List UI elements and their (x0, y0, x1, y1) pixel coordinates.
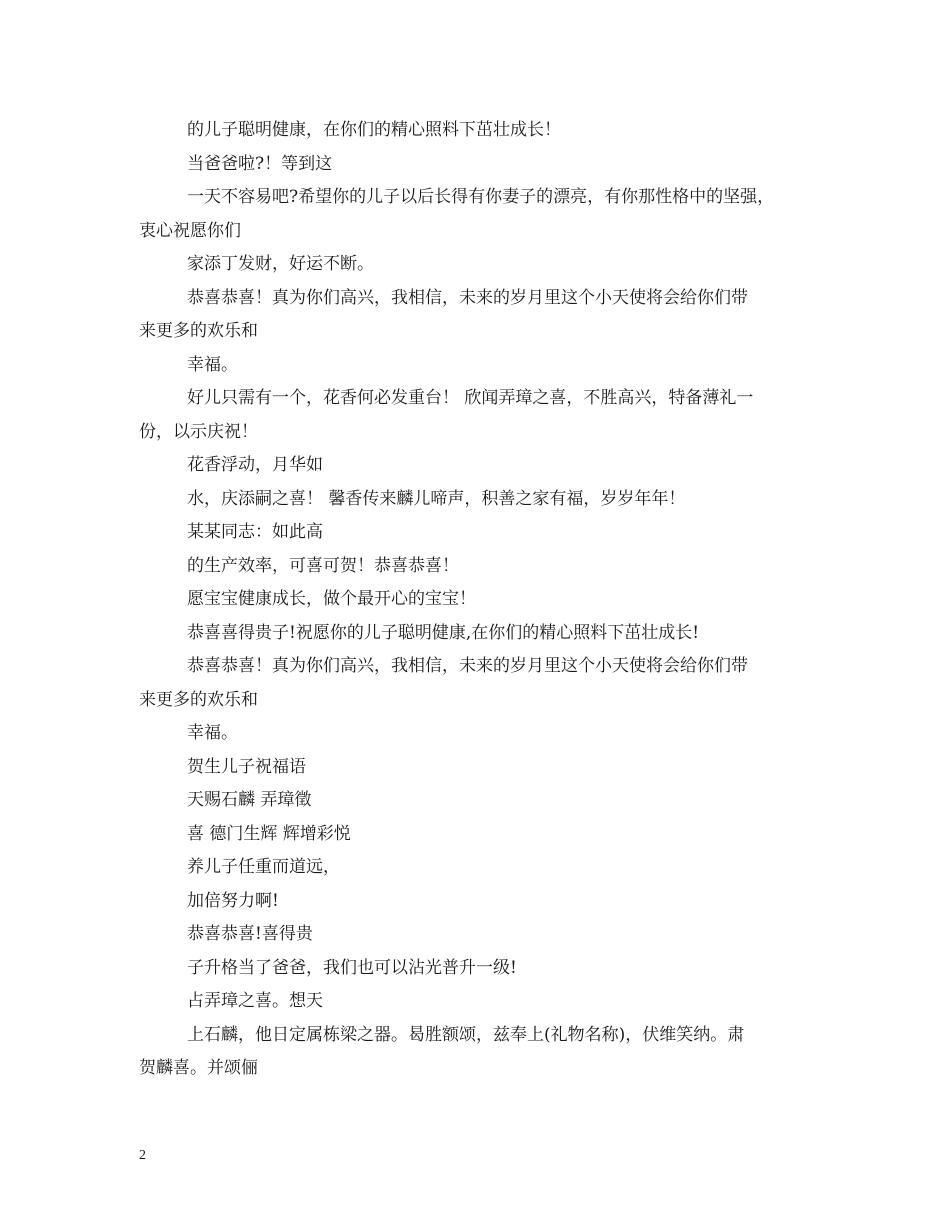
text-line-5: 家添丁发财，好运不断。 (187, 254, 374, 274)
text-line-26: 子升格当了爸爸，我们也可以沾光普升一级! (187, 957, 517, 978)
text-line-23: 养儿子任重而道远， (187, 857, 340, 877)
text-line-14: 的生产效率，可喜可贺！恭喜恭喜！ (187, 555, 459, 576)
text-line-19: 幸福。 (187, 723, 238, 743)
text-line-1: 的儿子聪明健康，在你们的精心照料下茁壮成长！ (187, 120, 561, 140)
text-line-11: 花香浮动，月华如 (187, 455, 323, 475)
text-line-18: 来更多的欢乐和 (139, 689, 258, 710)
text-line-12: 水，庆添嗣之喜！ 馨香传来麟儿啼声，积善之家有福，岁岁年年！ (187, 488, 686, 509)
text-line-2: 当爸爸啦?！等到这 (187, 153, 333, 174)
text-line-13: 某某同志：如此高 (187, 522, 323, 542)
text-line-10: 份，以示庆祝！ (139, 421, 258, 442)
text-line-4: 衷心祝愿你们 (139, 220, 241, 241)
text-line-25: 恭喜恭喜!喜得贵 (187, 924, 313, 944)
text-line-29: 贺麟喜。并颂俪 (139, 1058, 258, 1078)
text-line-21: 天赐石麟 弄璋徵 (187, 790, 312, 810)
text-line-6: 恭喜恭喜！真为你们高兴，我相信，未来的岁月里这个小天使将会给你们带 (187, 287, 748, 308)
text-line-16: 恭喜喜得贵子!祝愿你的儿子聪明健康,在你们的精心照料下茁壮成长! (187, 622, 700, 643)
text-line-7: 来更多的欢乐和 (139, 321, 258, 341)
text-line-22: 喜 德门生辉 辉增彩悦 (187, 823, 351, 844)
text-line-15: 愿宝宝健康成长，做个最开心的宝宝！ (187, 589, 476, 609)
text-line-9: 好儿只需有一个，花香何必发重台！ 欣闻弄璋之喜，不胜高兴，特备薄礼一 (187, 388, 754, 408)
text-line-24: 加倍努力啊! (187, 890, 279, 911)
text-line-8: 幸福。 (187, 354, 238, 375)
text-line-27: 占弄璋之喜。想天 (187, 991, 323, 1011)
text-line-3: 一天不容易吧?希望你的儿子以后长得有你妻子的漂亮，有你那性格中的坚强， (187, 187, 775, 207)
page-number: 2 (139, 1148, 146, 1163)
text-line-17: 恭喜恭喜！真为你们高兴，我相信，未来的岁月里这个小天使将会给你们带 (187, 656, 748, 676)
text-line-20: 贺生儿子祝福语 (187, 756, 306, 777)
text-line-28: 上石麟，他日定属栋梁之器。曷胜额颂，兹奉上(礼物名称)，伏维笑纳。肃 (187, 1024, 745, 1045)
document-body (139, 114, 819, 1086)
